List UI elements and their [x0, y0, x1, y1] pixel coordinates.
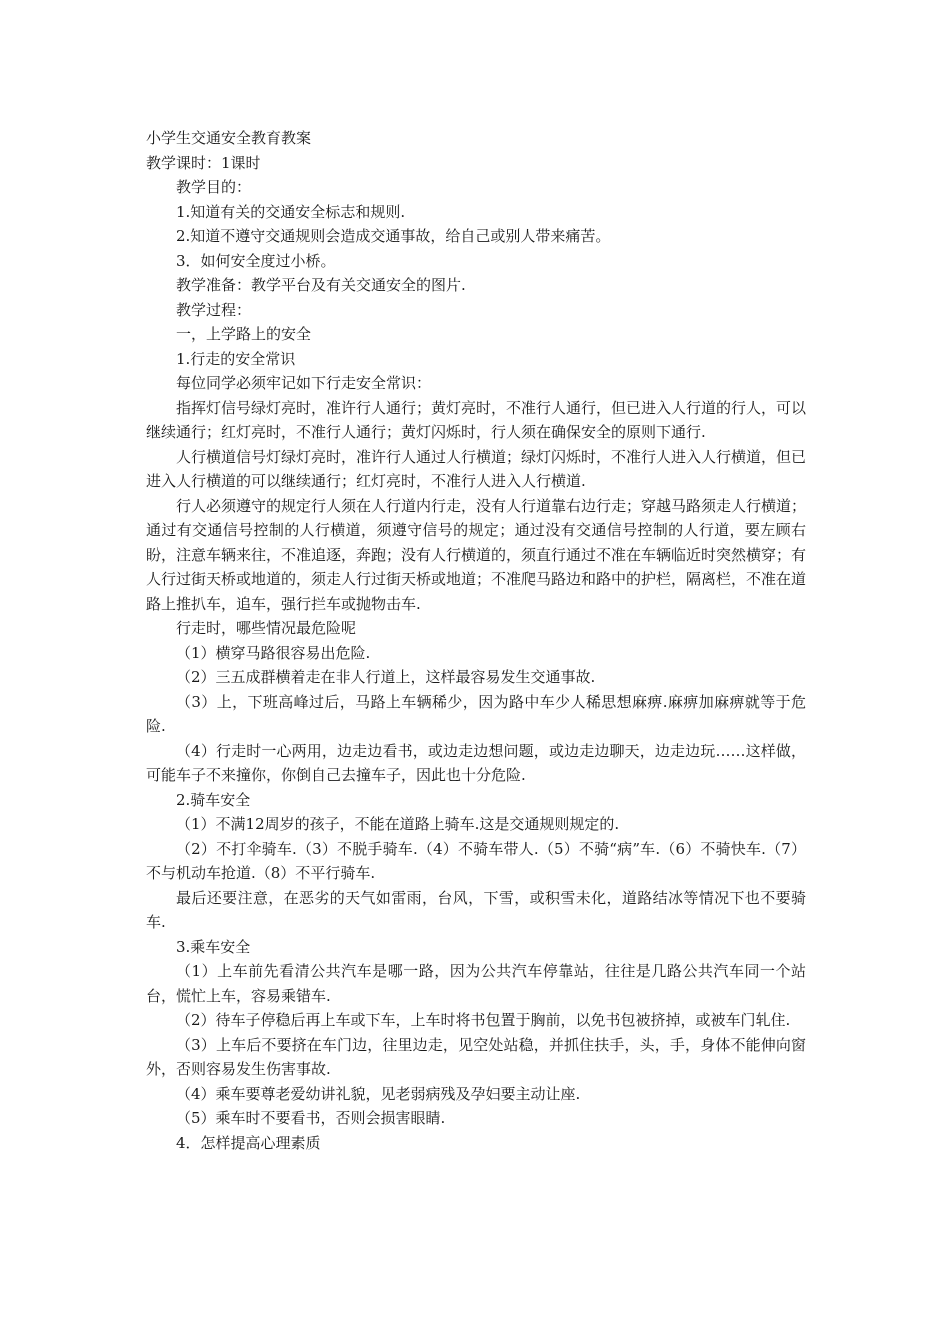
body-paragraph: （1）上车前先看清公共汽车是哪一路，因为公共汽车停靠站，往往是几路公共汽车同一个站台，慌忙上车，容易乘错车. [146, 962, 806, 1005]
body-line: 1.知道有关的交通安全标志和规则. [176, 202, 406, 221]
body-paragraph: （2）不打伞骑车.（3）不脱手骑车.（4）不骑车带人.（5）不骑“病”车.（6）不骑快车.（7）不与机动车抢道.（8）不平行骑车. [146, 839, 806, 882]
body-line: 行走时，哪些情况最危险呢 [176, 619, 357, 637]
body-line: 3．如何安全度过小桥。 [176, 251, 336, 270]
document-body [146, 175, 806, 1155]
body-paragraph: 最后还要注意，在恶劣的天气如雷雨，台风，下雪，或积雪未化，道路结冰等情况下也不要骑车. [146, 888, 806, 931]
document-page [146, 126, 806, 1155]
body-paragraph: 人行横道信号灯绿灯亮时，准许行人通过人行横道；绿灯闪烁时，不准行人进入人行横道，但已进入人行横道的可以继续通行；红灯亮时，不准行人进入人行横道. [146, 447, 807, 490]
body-line: 教学过程： [176, 300, 252, 319]
body-paragraph: （4）行走时一心两用，边走边看书，或边走边想问题，或边走边聊天，边走边玩……这样做，可能车子不来撞你，你倒自己去撞车子，因此也十分危险. [146, 741, 806, 784]
body-line: 一，上学路上的安全 [176, 325, 312, 343]
body-paragraph: 指挥灯信号绿灯亮时，准许行人通行；黄灯亮时，不准行人通行，但已进入人行道的行人，可以继续通行；红灯亮时，不准行人通行；黄灯闪烁时，行人须在确保安全的原则下通行. [146, 398, 807, 441]
body-line: （4）乘车要尊老爱幼讲礼貌，见老弱病残及孕妇要主动让座. [176, 1084, 581, 1103]
body-line: 3.乘车安全 [176, 937, 251, 956]
body-line: 1.行走的安全常识 [176, 349, 296, 368]
body-line: 教学准备：教学平台及有关交通安全的图片. [176, 276, 466, 294]
body-paragraph: （3）上车后不要挤在车门边，往里边走，见空处站稳，并抓住扶手，头，手，身体不能伸向窗外，否则容易发生伤害事故. [146, 1035, 806, 1078]
body-line: （1）不满12周岁的孩子，不能在道路上骑车.这是交通规则规定的. [176, 815, 620, 833]
body-paragraph: （2）待车子停稳后再上车或下车，上车时将书包置于胸前，以免书包被挤掉，或被车门轧住. [176, 1011, 791, 1029]
body-line: （2）三五成群横着走在非人行道上，这样最容易发生交通事故. [176, 668, 596, 686]
body-paragraph: 行人必须遵守的规定行人须在人行道内行走，没有人行道靠右边行走；穿越马路须走人行横道；通过有交通信号控制的人行横道，须遵守信号的规定；通过没有交通信号控制的人行道，要左顾右盼，注意车辆来往，不准追逐，奔跑；没有人行横道的，须直行通过不准在车辆临近时突然横穿；有人行过街天桥或地道的，须走人行过街天桥或地道；不准爬马路边和路中的护栏，隔离栏，不准在道路上推扒车，追车，强行拦车或抛物击车. [146, 496, 807, 613]
body-line: 每位同学必须牢记如下行走安全常识： [176, 374, 432, 392]
body-line: （5）乘车时不要看书，否则会损害眼睛. [176, 1109, 446, 1127]
body-line: （1）横穿马路很容易出危险. [176, 643, 371, 662]
body-line: 4．怎样提高心理素质 [176, 1133, 321, 1152]
body-paragraph: （3）上，下班高峰过后，马路上车辆稀少，因为路中车少人稀思想麻痹.麻痹加麻痹就等于危险. [146, 692, 806, 735]
body-line: 教学目的： [176, 178, 252, 196]
body-line: 2.骑车安全 [176, 790, 251, 809]
body-line: 2.知道不遵守交通规则会造成交通事故，给自己或别人带来痛苦。 [176, 227, 611, 245]
lesson-time: 教学课时：1课时 [146, 153, 261, 172]
document-title: 小学生交通安全教育教案 [146, 129, 312, 147]
